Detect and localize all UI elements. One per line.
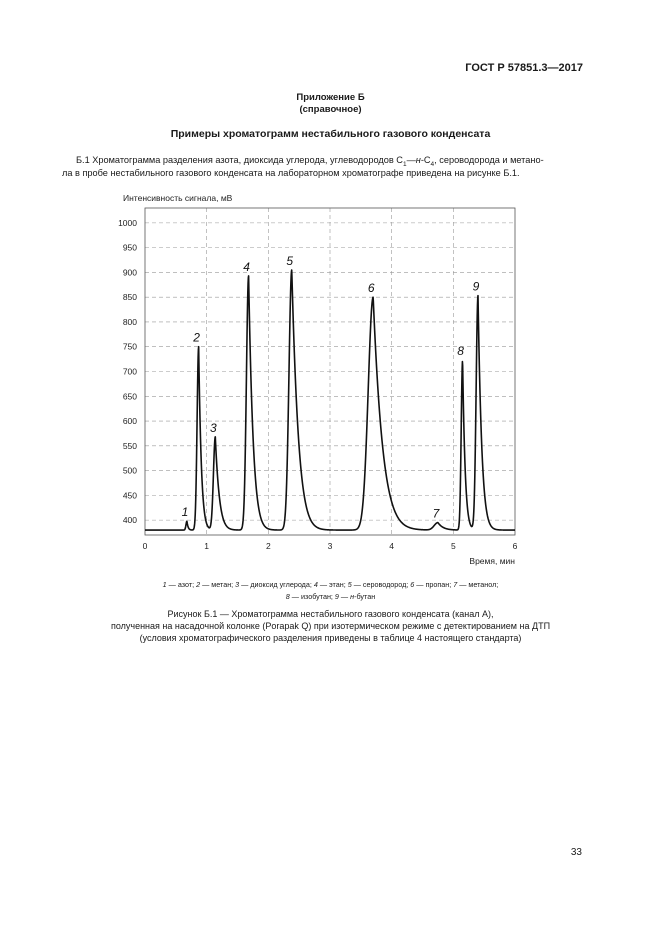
x-tick-label: 6 xyxy=(512,541,518,551)
y-tick-label: 800 xyxy=(122,316,137,327)
paragraph-part1: Б.1 Хроматограмма разделения азота, диоксида углерода, углеводородов C xyxy=(76,155,403,165)
y-axis-label: Интенсивность сигнала, мВ xyxy=(123,193,233,203)
legend-text: — метан; xyxy=(200,580,236,589)
y-tick-label: 750 xyxy=(122,341,137,352)
y-tick-label: 900 xyxy=(122,267,137,278)
paragraph-n: н xyxy=(415,155,421,165)
appendix-title: Приложение Б xyxy=(296,92,365,103)
legend-number: 7 xyxy=(453,580,458,589)
x-axis-label: Время, мин xyxy=(469,556,515,566)
paragraph-part2: -C xyxy=(420,155,431,165)
legend-number: 8 xyxy=(285,592,290,601)
figure-caption-line-2: полученная на насадочной колонке (Porapak Q) при изотермическом режиме с детектированием на ДТП xyxy=(110,621,551,631)
legend-number: 4 xyxy=(313,580,318,589)
y-tick-label: 1000 xyxy=(118,217,137,228)
peak-label: 7 xyxy=(432,506,440,521)
legend-number: 2 xyxy=(196,580,201,589)
x-tick-label: 3 xyxy=(327,541,333,551)
y-tick-label: 400 xyxy=(122,515,137,526)
paragraph-line-2: ла в пробе нестабильного газового конденсата на лабораторном хроматографе приведена на рисунке Б.1. xyxy=(62,168,520,178)
peak-label: 1 xyxy=(181,505,189,520)
peak-label: 3 xyxy=(209,420,217,435)
x-tick-label: 5 xyxy=(450,541,456,551)
figure-caption-line-1: Рисунок Б.1 — Хроматограмма нестабильного газового конденсата (канал А), xyxy=(167,609,494,619)
legend-text: — метанол; xyxy=(457,580,499,589)
legend-number: 5 xyxy=(347,580,352,589)
paragraph-dash: — xyxy=(406,155,416,165)
y-tick-label: 600 xyxy=(122,416,137,427)
grid-lines xyxy=(145,208,515,535)
paragraph-sub2: 4 xyxy=(430,160,435,168)
figure-caption-line-3: (условия хроматографического разделения приведены в таблице 4 настоящего стандарта) xyxy=(139,633,522,643)
legend-number: 6 xyxy=(410,580,415,589)
peak-label: 9 xyxy=(472,279,480,294)
appendix-subtitle: (справочное) xyxy=(299,104,362,115)
legend-text: — сероводород; xyxy=(351,580,411,589)
y-tick-labels xyxy=(118,218,137,525)
chromatogram-chart xyxy=(0,185,661,575)
document-code: ГОСТ Р 57851.3—2017 xyxy=(465,62,583,74)
y-tick-label: 950 xyxy=(122,242,137,253)
legend-text: — этан; xyxy=(317,580,348,589)
y-tick-label: 700 xyxy=(122,366,137,377)
legend-number: н xyxy=(350,592,355,601)
peak-label: 8 xyxy=(457,344,464,359)
legend-number: 1 xyxy=(162,580,167,589)
x-tick-label: 4 xyxy=(389,541,395,551)
y-tick-label: 650 xyxy=(122,391,137,402)
page-number: 33 xyxy=(570,847,582,858)
legend-line-1 xyxy=(0,580,661,589)
x-tick-labels xyxy=(143,541,518,551)
y-tick-label: 850 xyxy=(122,292,137,303)
y-tick-label: 550 xyxy=(122,440,137,451)
paragraph-sub1: 1 xyxy=(402,160,407,168)
legend-number: 3 xyxy=(235,580,240,589)
x-tick-label: 2 xyxy=(265,541,271,551)
legend-text: — xyxy=(338,592,351,601)
peak-label: 2 xyxy=(193,330,200,345)
y-tick-label: 500 xyxy=(122,465,137,476)
peak-labels xyxy=(182,254,480,521)
section-title: Примеры хроматограмм нестабильного газового конденсата xyxy=(170,128,491,140)
peak-label: 6 xyxy=(367,281,375,296)
legend-text: — диоксид углерода; xyxy=(239,580,314,589)
x-tick-label: 1 xyxy=(204,541,210,551)
legend-text: — изобутан; xyxy=(289,592,335,601)
peak-label: 4 xyxy=(243,259,250,274)
y-tick-label: 450 xyxy=(122,490,137,501)
legend-line-2 xyxy=(0,592,661,601)
legend-number: 9 xyxy=(334,592,339,601)
legend-text: -бутан xyxy=(354,592,376,601)
legend-text: — пропан; xyxy=(414,580,454,589)
peak-label: 5 xyxy=(286,253,294,268)
legend-text: — азот; xyxy=(166,580,197,589)
paragraph-part3: , сероводорода и метано- xyxy=(434,155,544,165)
x-tick-label: 0 xyxy=(142,541,148,551)
